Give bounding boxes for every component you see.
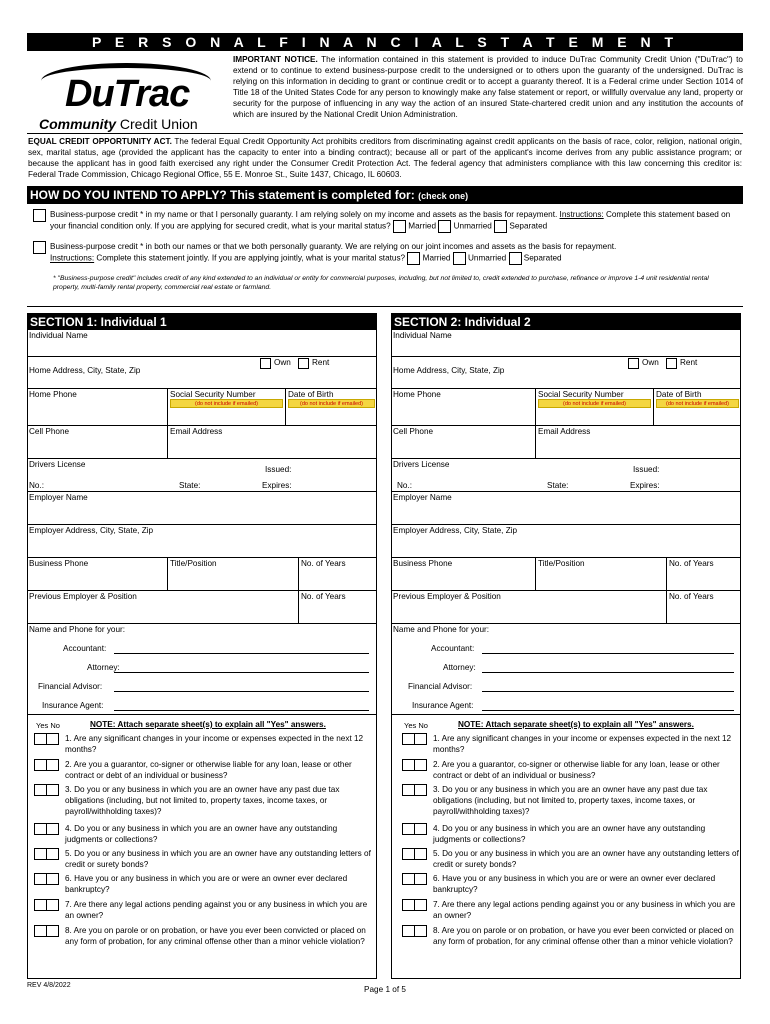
important-notice: IMPORTANT NOTICE. The information contained in this statement is provided to induce DuTrac Community Credit Union ("DuTrac") to extend or to continue to extend business-purpose credit to the undersigned or to others upon the guaranty of the undersigned. DuTrac is relying on this information in deciding to grant or continue credit or to accept a guaranty thereof. It is a Federal crime under Section 1014 of Title 18 of the United States Code for any person to knowingly make any false statement or report, or willfully overvalue any land, property or security for the purpose of influencing in any way the action of an insured State-chartered credit union and any institution the accounts of which are insured by the National Credit Union Administration. (233, 55, 743, 119)
previous-employer-row[interactable]: Previous Employer & Position No. of Years (392, 591, 740, 624)
email-field[interactable]: Email Address (167, 426, 377, 458)
no-checkbox[interactable] (414, 925, 427, 937)
no-checkbox[interactable] (414, 848, 427, 860)
home-phone-row[interactable]: Home Phone Social Security Number (do not include if emailed) Date of Birth (do not include if emailed) (392, 389, 740, 426)
question-item: 4. Do you or any business in which you are an owner have any outstanding judgments or collections? (402, 823, 742, 845)
question-item: 6. Have you or any business in which you are or were an owner ever declared bankruptcy? (34, 873, 374, 895)
ssn-field[interactable]: Social Security Number (do not include if emailed) (167, 389, 285, 425)
option-joint: Business-purpose credit * in both our names or that we both personally guaranty. We are relying on our joint incomes and assets as the basis for repayment. Instructions: Complete this statement jointly. If you are applying jointly, what is your marital status? Married Unmarried Separated (33, 241, 733, 265)
option-joint-checkbox[interactable] (33, 241, 46, 254)
own-checkbox[interactable] (260, 358, 271, 369)
no-checkbox[interactable] (46, 848, 59, 860)
no-checkbox[interactable] (414, 899, 427, 911)
employer-field[interactable]: Employer Name (28, 492, 376, 525)
question-item: 5. Do you or any business in which you are an owner have any outstanding letters of credit or surety bonds? (402, 848, 742, 870)
question-item: 5. Do you or any business in which you are an owner have any outstanding letters of credit or surety bonds? (34, 848, 374, 870)
prev-years-field[interactable]: No. of Years (666, 591, 741, 623)
form-page (27, 33, 743, 987)
opt2-separated-checkbox[interactable] (509, 252, 522, 265)
drivers-license-row[interactable]: Drivers License Issued: No.: State: Expires: (392, 459, 740, 492)
title-field[interactable]: Title/Position (535, 558, 666, 590)
opt2-married-checkbox[interactable] (407, 252, 420, 265)
employer-address-field[interactable]: Employer Address, City, State, Zip (392, 525, 740, 558)
no-checkbox[interactable] (414, 823, 427, 835)
drivers-license-row[interactable]: Drivers License Issued: No.: State: Expires: (28, 459, 376, 492)
previous-employer-row[interactable]: Previous Employer & Position No. of Years (28, 591, 376, 624)
question-item: 2. Are you a guarantor, co-signer or otherwise liable for any loan, lease or other contract or debt of an individual or business? (34, 759, 374, 781)
no-checkbox[interactable] (46, 733, 59, 745)
opt1-unmarried-checkbox[interactable] (438, 220, 451, 233)
question-item: 7. Are there any legal actions pending against you or any business in which you are an owner? (34, 899, 374, 921)
years-field[interactable]: No. of Years (666, 558, 741, 590)
employer-field[interactable]: Employer Name (392, 492, 740, 525)
address-field[interactable]: Home Address, City, State, Zip Own Rent (28, 357, 376, 389)
opt1-separated-checkbox[interactable] (494, 220, 507, 233)
section-1-title: SECTION 1: Individual 1 (28, 314, 376, 330)
question-item: 1. Are any significant changes in your income or expenses expected in the next 12 months? (402, 733, 742, 755)
cell-phone-row[interactable]: Cell Phone Email Address (28, 426, 376, 459)
name-field[interactable]: Individual Name (392, 330, 740, 357)
prev-years-field[interactable]: No. of Years (298, 591, 377, 623)
logo-community: Community (39, 116, 116, 132)
question-item: 1. Are any significant changes in your income or expenses expected in the next 12 months? (34, 733, 374, 755)
dob-field[interactable]: Date of Birth (do not include if emailed) (285, 389, 377, 425)
no-checkbox[interactable] (46, 823, 59, 835)
contacts-block: Name and Phone for your: Accountant: Attorney: Financial Advisor: Insurance Agent: (392, 624, 740, 715)
page-number: Page 1 of 5 (364, 985, 406, 994)
question-item: 3. Do you or any business in which you are an owner have any past due tax obligations (including, but not limited to, property taxes, income taxes, or payroll/withholding taxes)? (34, 784, 374, 817)
equal-credit-notice: EQUAL CREDIT OPPORTUNITY ACT. The federal Equal Credit Opportunity Act prohibits creditors from discriminating against credit applicants on the basis of race, color, religion, national origin, sex, marital status, age (provided the applicant has the capacity to enter into a binding contract); because all or part of the applicant's income derives from any public assistance program; or because the applicant has in good faith exercised any right under the Consumer Credit Protection Act. The federal agency that administers compliance with this law concerning this creditor is: Federal Trade Commission, Chicago Regional Office, 55 E. Monroe St., Suite 1437, Chicago, IL 60603. (27, 133, 743, 186)
question-item: 4. Do you or any business in which you are an owner have any outstanding judgments or collections? (34, 823, 374, 845)
form-title: P E R S O N A L F I N A N C I A L S T A T E M E N T (27, 33, 743, 51)
no-checkbox[interactable] (46, 873, 59, 885)
question-item: 7. Are there any legal actions pending against you or any business in which you are an owner? (402, 899, 742, 921)
own-checkbox[interactable] (628, 358, 639, 369)
opt1-married-checkbox[interactable] (393, 220, 406, 233)
employer-address-field[interactable]: Employer Address, City, State, Zip (28, 525, 376, 558)
years-field[interactable]: No. of Years (298, 558, 377, 590)
rent-checkbox[interactable] (666, 358, 677, 369)
no-checkbox[interactable] (414, 784, 427, 796)
question-item: 8. Are you on parole or on probation, or have you ever been convicted or placed on any form of probation, for any criminal offense other than a minor vehicle violation? (34, 925, 374, 947)
no-checkbox[interactable] (46, 899, 59, 911)
no-checkbox[interactable] (414, 759, 427, 771)
logo-credit-union: Credit Union (119, 116, 198, 132)
page-footer (27, 982, 743, 994)
questions-block-2: Yes No NOTE: Attach separate sheet(s) to explain all "Yes" answers. 1. Are any significant changes in your income or expenses expected in the next 12 months? 2. Are you a guarantor, co-signer or otherwise liable for any loan, lease or other contract or debt of an individual or business? 3. Do you or any business in which you are an owner have any past due tax obligations (including, but not limited to, property taxes, income taxes, or payroll/withholding taxes)? 4. Do you or any business in which you are an owner have any outstanding judgments or collections? 5. Do you or any business in which you are an owner have any outstanding letters of credit or surety bonds? 6. Have you or any business in which you are or were an owner ever declared bankruptcy? 7. Are there any legal actions pending against you or any business in which you are an owner? 8. Are you on parole or on probation, or have you ever been convicted or placed on any form of probation, for any criminal offense other than a minor vehicle violation? (392, 715, 740, 978)
name-field[interactable]: Individual Name (28, 330, 376, 357)
no-checkbox[interactable] (46, 925, 59, 937)
question-item: 2. Are you a guarantor, co-signer or otherwise liable for any loan, lease or other contract or debt of an individual or business? (402, 759, 742, 781)
section-2-title: SECTION 2: Individual 2 (392, 314, 740, 330)
no-checkbox[interactable] (414, 733, 427, 745)
apply-heading: HOW DO YOU INTEND TO APPLY? This statement is completed for: (check one) (27, 186, 743, 204)
logo-name: DuTrac (65, 73, 190, 115)
business-credit-footnote: * "Business-purpose credit" includes credit of any kind extended to an individual or entity for commercial purposes, including, but not limited to, credit extended to purchase, refinance or improve 1-4 unit residential rental property, multi-family rental property, commercial real estate or farmland. (53, 275, 709, 291)
question-item: 6. Have you or any business in which you are or were an owner ever declared bankruptcy? (402, 873, 742, 895)
business-phone-row[interactable]: Business Phone Title/Position No. of Years (392, 558, 740, 591)
email-field[interactable]: Email Address (535, 426, 741, 458)
question-item: 8. Are you on parole or on probation, or have you ever been convicted or placed on any form of probation, for any criminal offense other than a minor vehicle violation? (402, 925, 742, 947)
no-checkbox[interactable] (46, 784, 59, 796)
address-field[interactable]: Home Address, City, State, Zip Own Rent (392, 357, 740, 389)
section-individual-1 (27, 313, 377, 979)
revision-label: REV 4/8/2022 (27, 982, 71, 989)
cell-phone-row[interactable]: Cell Phone Email Address (392, 426, 740, 459)
contacts-block: Name and Phone for your: Accountant: Attorney: Financial Advisor: Insurance Agent: (28, 624, 376, 715)
no-checkbox[interactable] (414, 873, 427, 885)
business-phone-row[interactable]: Business Phone Title/Position No. of Years (28, 558, 376, 591)
section-individual-2 (391, 313, 741, 979)
opt2-unmarried-checkbox[interactable] (453, 252, 466, 265)
question-item: 3. Do you or any business in which you are an owner have any past due tax obligations (including, but not limited to, property taxes, income taxes, or payroll/withholding taxes)? (402, 784, 742, 817)
title-field[interactable]: Title/Position (167, 558, 298, 590)
questions-block-1: Yes No NOTE: Attach separate sheet(s) to explain all "Yes" answers. 1. Are any significant changes in your income or expenses expected in the next 12 months? 2. Are you a guarantor, co-signer or otherwise liable for any loan, lease or other contract or debt of an individual or business? 3. Do you or any business in which you are an owner have any past due tax obligations (including, but not limited to, property taxes, income taxes, or payroll/withholding taxes)? 4. Do you or any business in which you are an owner have any outstanding judgments or collections? 5. Do you or any business in which you are an owner have any outstanding letters of credit or surety bonds? 6. Have you or any business in which you are or were an owner ever declared bankruptcy? 7. Are there any legal actions pending against you or any business in which you are an owner? 8. Are you on parole or on probation, or have you ever been convicted or placed on any form of probation, for any criminal offense other than a minor vehicle violation? (28, 715, 376, 978)
option-individual: Business-purpose credit * in my name or that I personally guaranty. I am relying solely on my income and assets as the basis for repayment. Instructions: Complete this statement based on your financial condition only. If you are applying for secured credit, what is your marital status? Married Unmarried Separated (33, 209, 733, 233)
ssn-field[interactable]: Social Security Number (do not include if emailed) (535, 389, 653, 425)
no-checkbox[interactable] (46, 759, 59, 771)
option-individual-checkbox[interactable] (33, 209, 46, 222)
dutrac-logo (27, 51, 227, 133)
dob-field[interactable]: Date of Birth (do not include if emailed) (653, 389, 741, 425)
home-phone-row[interactable]: Home Phone Social Security Number (do not include if emailed) Date of Birth (do not include if emailed) (28, 389, 376, 426)
rent-checkbox[interactable] (298, 358, 309, 369)
